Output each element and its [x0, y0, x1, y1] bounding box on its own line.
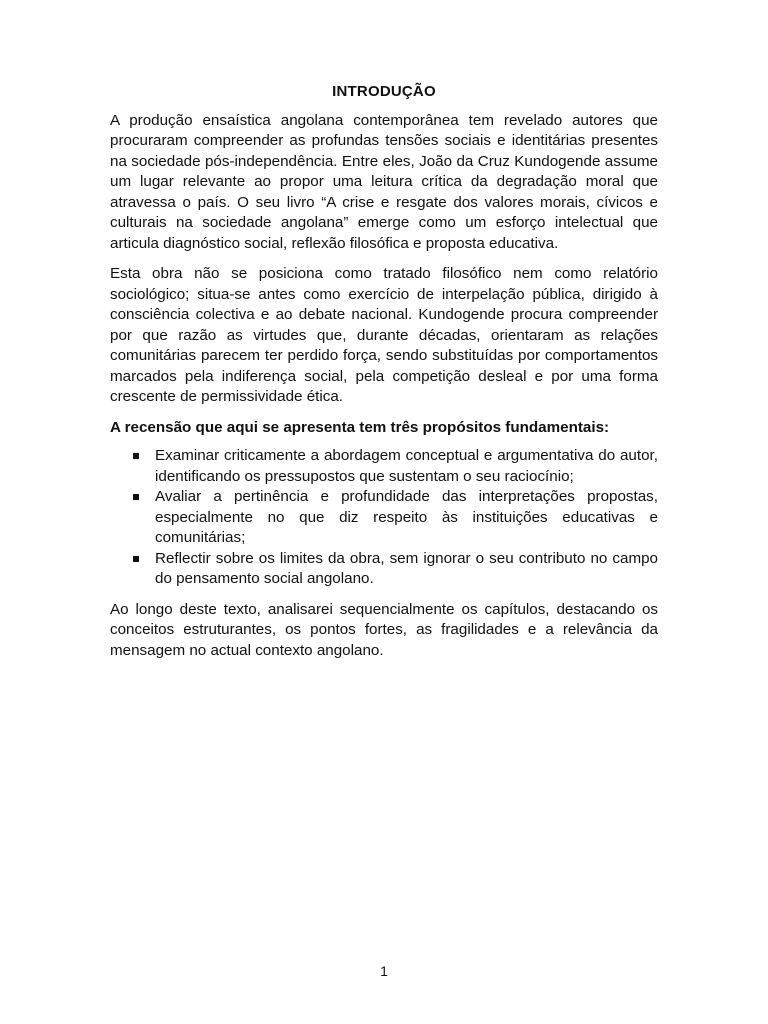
purposes-list: [110, 446, 658, 590]
list-item-text: Reflectir sobre os limites da obra, sem ignorar o seu contributo no campo do pensamento social angolano.: [155, 549, 658, 587]
section-title: INTRODUÇÃO: [332, 83, 436, 100]
list-item: [110, 446, 658, 487]
list-item: [110, 549, 658, 590]
closing-paragraph: Ao longo deste texto, analisarei sequencialmente os capítulos, destacando os conceitos estruturantes, os pontos fortes, as fragilidades e a relevância da mensagem no actual contexto angolano.: [110, 600, 658, 659]
intro-paragraph: A produção ensaística angolana contemporânea tem revelado autores que procuraram compreender as profundas tensões sociais e identitárias presentes na sociedade pós-independência. Entre eles, João da Cruz Kundogende assume um lugar relevante ao propor uma leitura crítica da degradação moral que atravessa o país. O seu livro “A crise e resgate dos valores morais, cívicos e culturais na sociedade angolana” emerge como um esforço intelectual que articula diagnóstico social, reflexão filosófica e proposta educativa.: [110, 111, 658, 252]
list-item-text: Examinar criticamente a abordagem conceptual e argumentativa do autor, identificando os pressupostos que sustentam o seu raciocínio;: [155, 447, 658, 485]
list-item: [110, 487, 658, 549]
purposes-heading: A recensão que aqui se apresenta tem três propósitos fundamentais:: [110, 418, 610, 436]
square-bullet-icon: [133, 556, 139, 562]
page-content: [110, 82, 658, 671]
context-paragraph: Esta obra não se posiciona como tratado filosófico nem como relatório sociológico; situa-se antes como exercício de interpelação pública, dirigido à consciência colectiva e ao debate nacional. Kundogende procura compreender por que razão as virtudes que, durante décadas, orientaram as relações comunitárias parecem ter perdido força, sendo substituídas por comportamentos marcados pela indiferença social, pela competição desleal e por uma forma crescente de permissividade ética.: [110, 265, 658, 405]
square-bullet-icon: [133, 494, 139, 500]
square-bullet-icon: [133, 453, 139, 459]
list-item-text: Avaliar a pertinência e profundidade das interpretações propostas, especialmente no que diz respeito às instituições educativas e comunitárias;: [155, 488, 658, 546]
page-number: 1: [380, 963, 388, 979]
